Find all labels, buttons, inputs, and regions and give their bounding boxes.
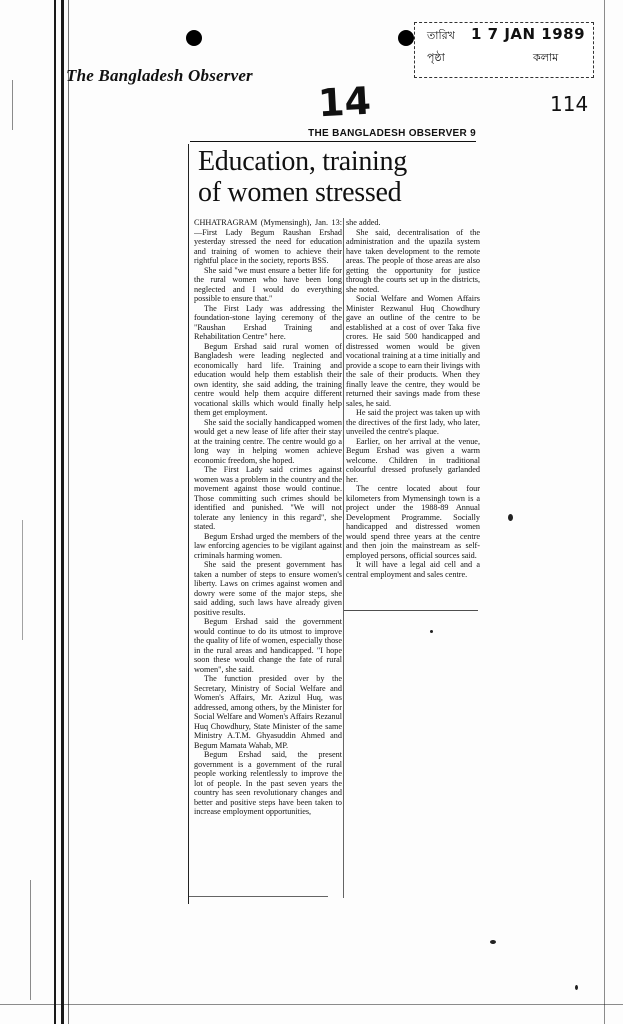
news-clipping	[180, 120, 480, 898]
clipping-column2-bottom	[344, 610, 478, 611]
stamp-date: 1 7 JAN 1989	[471, 25, 586, 43]
article-paragraph: The function presided over by the Secretary, Ministry of Social Welfare and Women's Affairs, Mr. Azizul Huq, was addressed, among others, by the Minister for Social Welfare and Women's Affairs Rezanul Huq Chowdhury, State Minister of the same Ministry A.T.M. Ghyasuddin Ahmed and Begum Mamata Wahab, MP.	[194, 674, 342, 750]
article-column-2	[346, 218, 480, 608]
article-paragraph: She said "we must ensure a better life for the rural women who have been long neglected and I would do everything possible to ensure that."	[194, 265, 342, 303]
scan-speck	[508, 514, 513, 521]
clipping-left-edge	[188, 144, 189, 904]
article-paragraph: He said the project was taken up with the directives of the first lady, who later, unveiled the centre's plaque.	[346, 408, 480, 436]
article-paragraph: The First Lady was addressing the foundation-stone laying ceremony of the "Raushan Ershad Training and Rehabilitation Centre" here.	[194, 303, 342, 341]
handwritten-page-number-right: 114	[550, 92, 589, 116]
article-headline	[198, 146, 488, 208]
column-divider	[343, 218, 344, 898]
punch-hole	[186, 30, 202, 46]
article-paragraph: The centre located about four kilometers from Mymensingh town is a project under the 1988-89 Annual Development Programme. Socially handicapped and distressed women would spend three years at the centre and then join the mainstream as self-employed persons, official sources said.	[346, 484, 480, 560]
newspaper-masthead: The Bangladesh Observer	[66, 66, 253, 85]
stamp-column-label: কলাম	[533, 51, 559, 64]
article-column-1	[194, 218, 342, 988]
stamp-date-label: তারিখ	[427, 29, 455, 42]
scan-speck	[575, 985, 578, 990]
clipping-page-header: THE BANGLADESH OBSERVER 9	[190, 128, 476, 142]
punch-hole	[398, 30, 414, 46]
article-paragraph: she added.	[346, 218, 381, 227]
article-paragraph: Begum Ershad said, the present government is a government of the rural people working relentlessly to improve the lot of people. In the past seven years the country has seen revolutionary changes and better and positive steps have been taken to increase employment opportunities,	[194, 750, 342, 816]
stamp-page-label: পৃষ্ঠা	[427, 51, 445, 64]
scan-edge-line	[61, 0, 64, 1024]
scan-speck	[490, 940, 496, 944]
scan-edge-line	[22, 520, 23, 640]
handwritten-page-number: 14	[316, 78, 373, 126]
article-paragraph: Begum Ershad said rural women of Bangladesh were leading neglected and economically hard life. Training and education would help them establish their own identity, she said adding, the training centre would help them acquire different vocational skills which would finally help them get employment.	[194, 341, 342, 417]
article-paragraph: Begum Ershad urged the members of the law enforcing agencies to be vigilant against criminals harming women.	[194, 531, 342, 560]
scan-edge-line	[604, 0, 605, 1024]
date-stamp	[414, 22, 594, 78]
scan-edge-line	[54, 0, 56, 1024]
article-paragraph: Earlier, on her arrival at the venue, Begum Ershad was given a warm welcome. Children in traditional colourful dressed profusely garlanded her.	[346, 436, 480, 484]
scan-edge-line	[68, 0, 69, 1024]
article-paragraph: She said the socially handicapped women would get a new lease of life after their stay at the training centre. The centre would go a long way in helping women achieve economic freedom, she hoped.	[194, 417, 342, 465]
article-paragraph: She said, decentralisation of the administration and the upazila system have taken development to the remote areas. The people of those areas are also getting the opportunity for justice through the courts set up in the districts, she noted.	[346, 227, 480, 294]
article-paragraph: It will have a legal aid cell and a central employment and sales centre.	[346, 560, 480, 579]
headline-line-2: of women stressed	[198, 177, 402, 208]
scan-bottom-line	[0, 1004, 623, 1005]
scan-speck	[430, 630, 433, 633]
scan-edge-line	[12, 80, 13, 130]
headline-line-1: Education, training	[198, 146, 407, 177]
article-paragraph: Begum Ershad said the government would continue to do its utmost to improve the quality of life of women, especially those in the rural areas and handicapped. "I hope soon these would change the fate of rural women", she said.	[194, 617, 342, 674]
article-paragraph: She said the present government has taken a number of steps to ensure women's liberty. Laws on crimes against women and dowry were some of the major steps, she said adding, such laws have already given positive results.	[194, 560, 342, 617]
scan-edge-line	[30, 880, 31, 1000]
article-paragraph: Social Welfare and Women Affairs Minister Rezwanul Huq Chowdhury gave an outline of the centre to be established at a cost of over Taka five crores. He said 500 handicapped and distressed women would be given vocational training at a time initially and provide a scope to earn their livings with the sale of their products. When they finally leave the centre, they would be returned their savings made from these sales, he said.	[346, 294, 480, 408]
article-paragraph: CHHATRAGRAM (Mymensingh), Jan. 13:—First Lady Begum Raushan Ershad yesterday stressed the need for education and training of women to achieve their rightful place in the society, reports BSS.	[194, 218, 342, 265]
article-paragraph: The First Lady said crimes against women was a problem in the country and the movement against those would continue. Those committing such crimes should be identified and punished. "We will not tolerate any leniency in this regard", she stated.	[194, 465, 342, 531]
